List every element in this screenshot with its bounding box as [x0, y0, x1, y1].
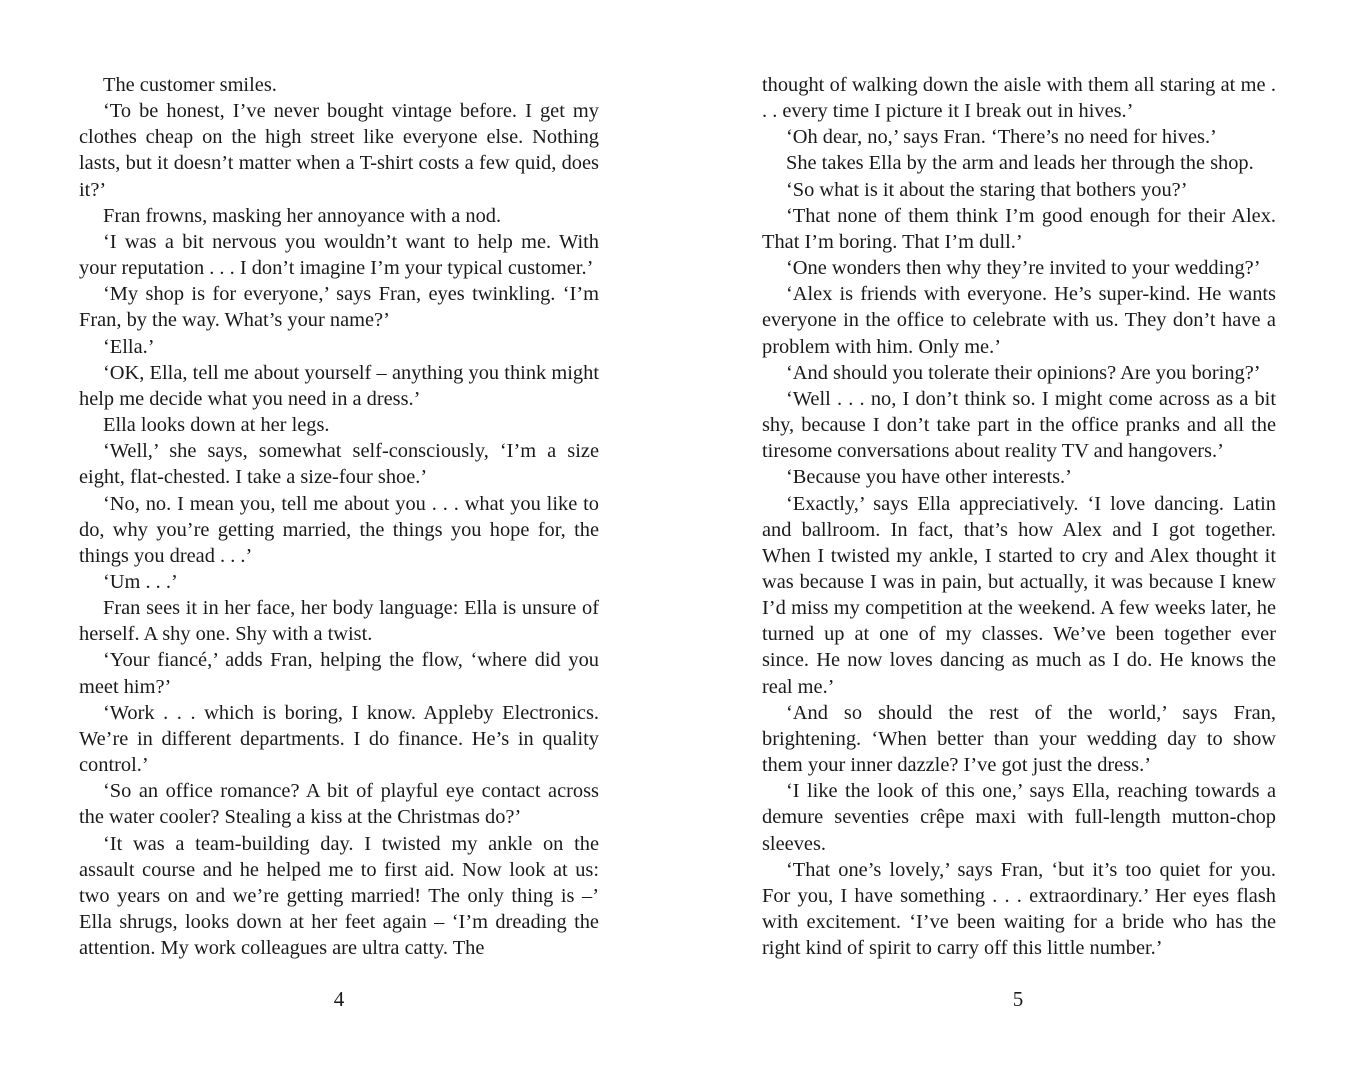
paragraph: ‘Exactly,’ says Ella appreciatively. ‘I love dancing. Latin and ballroom. In fact, that’s how Alex and I got together. When I twisted my ankle, I started to cry and Alex thought it was because I was in pain, but actually, it was because I knew I’d miss my competition at the weekend. A few weeks later, he turned up at one of my classes. We’ve been together ever since. He now loves dancing as much as I do. He knows the real me.’ — [762, 492, 1276, 698]
paragraph: ‘And so should the rest of the world,’ says Fran, brightening. ‘When better than your wedding day to show them your inner dazzle? I’ve got just the dress.’ — [762, 701, 1276, 777]
paragraph: ‘Ella.’ — [103, 335, 155, 358]
paragraph: ‘OK, Ella, tell me about yourself – anything you think might help me decide what you need in a dress.’ — [79, 361, 599, 410]
paragraph: Fran sees it in her face, her body language: Ella is unsure of herself. A shy one. Shy with a twist. — [79, 597, 599, 646]
paragraph: ‘I like the look of this one,’ says Ella, reaching towards a demure seventies crêpe maxi with full-length mutton-chop sleeves. — [762, 780, 1276, 855]
paragraph: ‘It was a team-building day. I twisted my ankle on the assault course and he helped me to first aid. Now look at us: two years on and we’re getting married! The only thing is –’ Ella shrugs, looks down at her feet again – ‘I’m dreading the attention. My work colleagues are ultra catty. The — [79, 832, 599, 960]
paragraph: ‘I was a bit nervous you wouldn’t want to help me. With your reputation . . . I don’t imagine I’m your typical customer.’ — [79, 230, 599, 280]
paragraph: ‘My shop is for everyone,’ says Fran, eyes twinkling. ‘I’m Fran, by the way. What’s your name?’ — [79, 283, 599, 332]
page-number-right: 5 — [1012, 987, 1024, 1011]
paragraph: thought of walking down the aisle with them all staring at me . . . every time I picture it I break out in hives.’ — [762, 74, 1276, 123]
paragraph: ‘That one’s lovely,’ says Fran, ‘but it’s too quiet for you. For you, I have something . . . extraordinary.’ Her eyes flash with excitement. ‘I’ve been waiting for a bride who has the right kind of spirit to carry off this little number.’ — [762, 858, 1276, 960]
paragraph: She takes Ella by the arm and leads her through the shop. — [786, 152, 1254, 175]
paragraph: Ella looks down at her legs. — [103, 414, 330, 437]
paragraph: Fran frowns, masking her annoyance with a nod. — [103, 204, 502, 227]
paragraph: ‘Oh dear, no,’ says Fran. ‘There’s no need for hives.’ — [786, 126, 1217, 149]
paragraph: ‘Um . . .’ — [103, 570, 178, 593]
paragraph: ‘Alex is friends with everyone. He’s super-kind. He wants everyone in the office to celebrate with us. They don’t have a problem with him. Only me.’ — [762, 283, 1276, 358]
paragraph: ‘To be honest, I’ve never bought vintage before. I get my clothes cheap on the high street like everyone else. Nothing lasts, but it doesn’t matter when a T-shirt costs a few quid, does it?’ — [79, 100, 599, 201]
paragraph: ‘Well . . . no, I don’t think so. I might come across as a bit shy, because I don’t take part in the office pranks and all the tiresome conversations about reality TV and hangovers.’ — [762, 387, 1276, 463]
right-page-text — [762, 72, 1276, 961]
paragraph: ‘Well,’ she says, somewhat self-consciously, ‘I’m a size eight, flat-chested. I take a size-four shoe.’ — [79, 440, 599, 489]
left-page — [79, 72, 599, 961]
paragraph: ‘That none of them think I’m good enough for their Alex. That I’m boring. That I’m dull.’ — [762, 204, 1276, 253]
paragraph: ‘Because you have other interests.’ — [786, 466, 1072, 489]
paragraph: ‘And should you tolerate their opinions? Are you boring?’ — [786, 361, 1261, 384]
paragraph: ‘So what is it about the staring that bothers you?’ — [786, 178, 1188, 201]
paragraph: ‘One wonders then why they’re invited to your wedding?’ — [786, 257, 1261, 280]
paragraph: ‘So an office romance? A bit of playful eye contact across the water cooler? Stealing a kiss at the Christmas do?’ — [79, 780, 599, 829]
left-page-text — [79, 72, 599, 961]
paragraph: ‘Your fiancé,’ adds Fran, helping the flow, ‘where did you meet him?’ — [79, 649, 599, 698]
paragraph: ‘No, no. I mean you, tell me about you . . . what you like to do, why you’re getting married, the things you hope for, the things you dread . . .’ — [79, 492, 599, 567]
page-number-left: 4 — [333, 987, 345, 1011]
paragraph: ‘Work . . . which is boring, I know. Appleby Electronics. We’re in different departments. I do finance. He’s in quality control.’ — [79, 701, 599, 777]
paragraph: The customer smiles. — [103, 74, 277, 96]
right-page — [762, 72, 1276, 961]
